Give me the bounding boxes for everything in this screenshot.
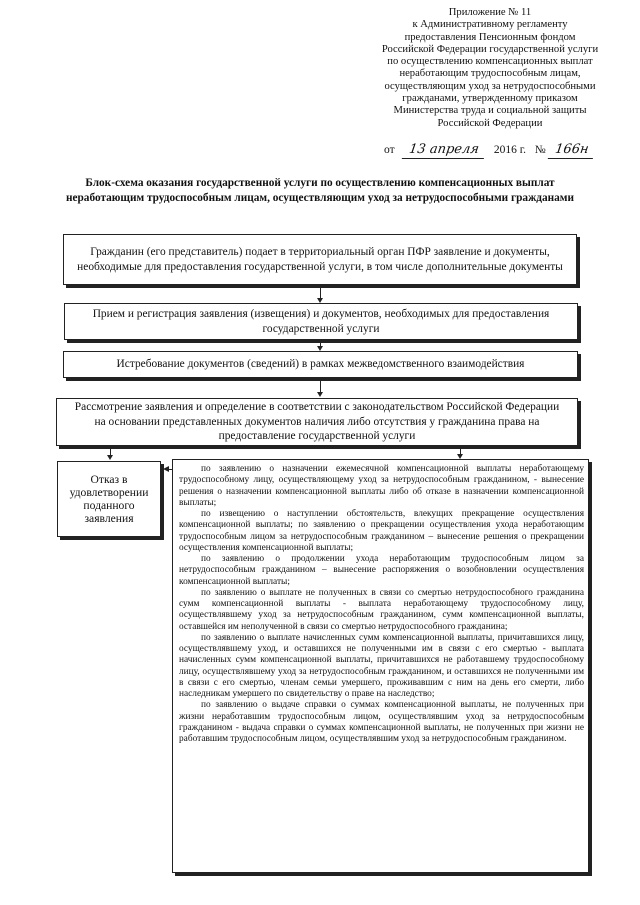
- step-application-text: Гражданин (его представитель) подает в территориальный орган ПФР заявление и документы, необходимые для предоставления государственной услуги, в том числе дополнительные документы: [77, 245, 563, 273]
- arrow-down-icon: [317, 392, 323, 397]
- order-line: [384, 142, 594, 159]
- refusal-box: [57, 461, 161, 537]
- step-review-text: Рассмотрение заявления и определение в соответствии с законодательством Российской Федерации на основании представленных документов наличия либо отсутствия у гражданина права на предоставление государственной услуги: [74, 401, 560, 443]
- step-interagency-request-text: Истребование документов (сведений) в рамках межведомственного взаимодействия: [116, 358, 525, 371]
- condition-item: по заявлению о выплате начисленных сумм компенсационной выплаты, причитавшихся лицу, осуществлявшему уход, и оставшихся не полученными им в связи с его смертью - выплата начисленных сумм компенсационной выплаты, причитавшихся не работавшему трудоспособному лицу, осуществлявшему уход за нетрудоспособным гражданином, и оставшихся не полученными им в связи с его смертью, членам семьи умершего, проживавшим с ним на день его смерти, либо наследникам умершего по свидетельству о праве на наследство;: [179, 632, 584, 699]
- step-registration-text: Прием и регистрация заявления (извещения) и документов, необходимых для предоставления государственной услуги: [92, 307, 550, 335]
- handwritten-order-date: 13 апреля: [402, 142, 486, 159]
- handwritten-order-number: 166н: [547, 142, 595, 159]
- annex-line: Российской Федерации государственной услуги: [381, 43, 599, 55]
- annex-line: осуществляющим уход за нетрудоспособными: [384, 80, 596, 92]
- decision-conditions-box: [172, 459, 589, 873]
- order-year: 2016 г.: [493, 144, 526, 156]
- annex-line: неработающим трудоспособным лицам,: [399, 68, 581, 80]
- condition-item: по заявлению о продолжении ухода неработающим трудоспособным лицом за нетрудоспособным гражданином – вынесение распоряжения о возобновлении осуществления компенсационной выплаты;: [179, 554, 584, 587]
- step-application-box: [63, 234, 577, 285]
- step-registration-box: [64, 303, 578, 340]
- annex-line: Министерства труда и социальной защиты: [393, 105, 587, 117]
- annex-header: [345, 7, 635, 130]
- arrow-down-icon: [107, 455, 113, 460]
- annex-line: гражданами, утвержденному приказом: [402, 93, 578, 105]
- step-review-box: [56, 398, 578, 446]
- annex-line: предоставления Пенсионным фондом: [404, 31, 576, 43]
- annex-line: к Административному регламенту: [412, 19, 568, 31]
- condition-item: по заявлению о назначении ежемесячной компенсационной выплаты неработающему трудоспособному лицу, осуществляющему уход за нетрудоспособным гражданином, - вынесение решения о назначении компенсационной выплаты либо об отказе в назначении компенсационной выплаты;: [179, 464, 584, 508]
- arrow-left-icon: [163, 466, 169, 472]
- annex-line: Российской Федерации: [437, 117, 543, 129]
- annex-line: Приложение № 11: [448, 7, 532, 18]
- condition-item: по заявлению о выдаче справки о суммах компенсационной выплаты, не полученных при жизни неработавшим трудоспособным лицом, осуществлявшим уход за нетрудоспособным гражданином - выдача справки о суммах компенсационной выплаты, не полученных при жизни не работавшим трудоспособным лицом, осуществлявшим уход за нетрудоспособным гражданином.: [179, 700, 584, 744]
- order-number-label: №: [534, 144, 546, 156]
- document-title: Блок-схема оказания государственной услуги по осуществлению компенсационных выплат неработающим трудоспособным лицам, осуществляющим уход за нетрудоспособными гражданами: [65, 177, 574, 204]
- annex-line: по осуществлению компенсационных выплат: [387, 56, 593, 68]
- order-prefix: от: [384, 144, 395, 156]
- condition-item: по извещению о наступлении обстоятельств, влекущих прекращение осуществления компенсационной выплаты; по заявлению о прекращении осуществления ухода неработающим трудоспособным лицом за нетрудоспособным гражданином – вынесение решения о прекращении осуществления компенсационной выплаты;: [179, 509, 584, 553]
- condition-item: по заявлению о выплате не полученных в связи со смертью нетрудоспособного гражданина сумм компенсационной выплаты - выплата неработающему трудоспособному лицу, осуществлявшему уход за нетрудоспособным гражданином, сумм компенсационной выплаты, оставшейся им неполученной в связи со смертью нетрудоспособного гражданина;: [179, 587, 584, 632]
- refusal-text: Отказ в удовлетворении поданного заявления: [69, 473, 149, 525]
- step-interagency-request-box: [63, 351, 578, 378]
